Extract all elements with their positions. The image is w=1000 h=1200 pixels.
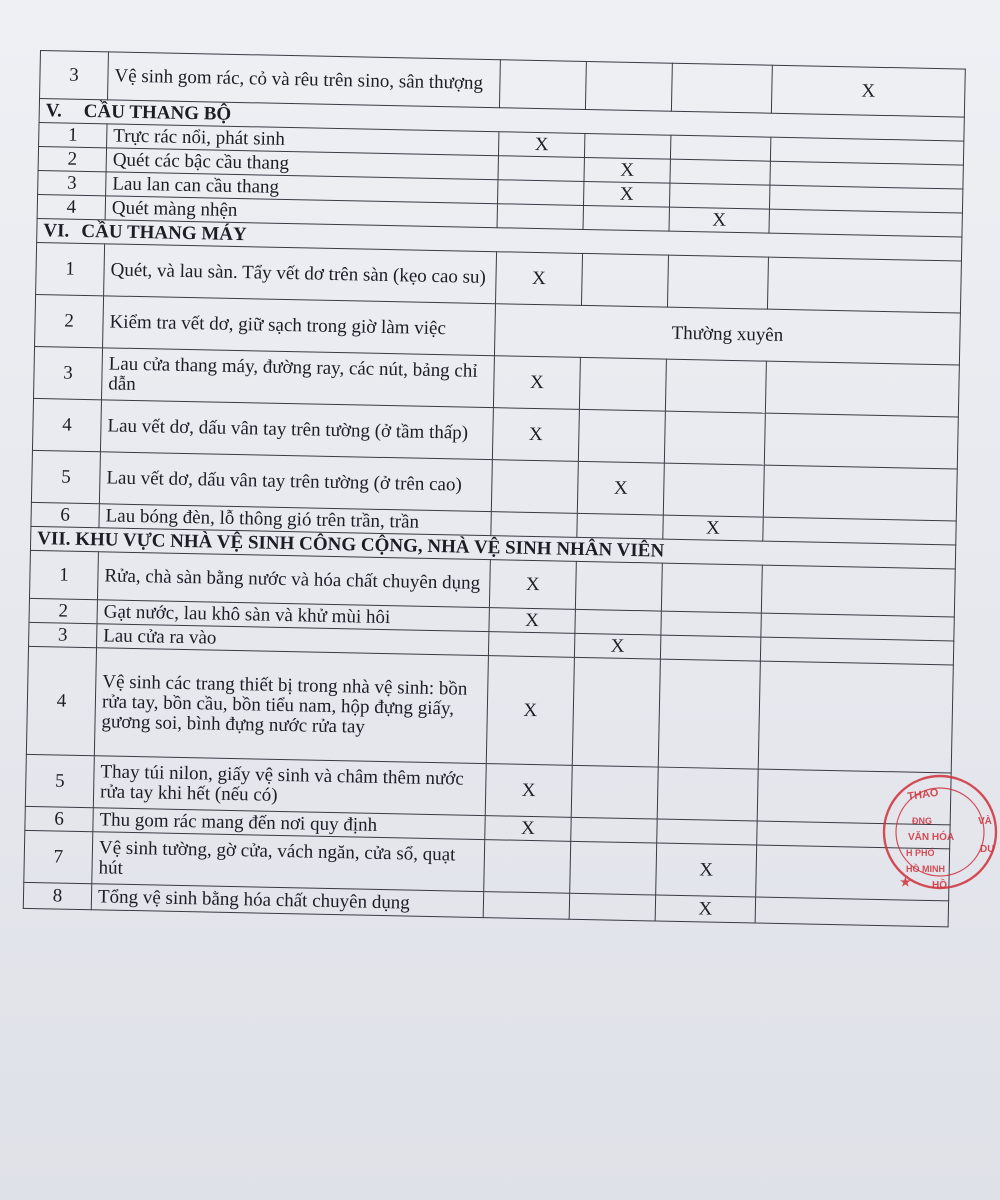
section-roman-numeral: V.: [45, 99, 63, 121]
svg-text:THAO: THAO: [906, 786, 940, 803]
frequency-mark-cell: X: [492, 408, 579, 462]
task-number: 6: [25, 806, 93, 831]
frequency-mark-cell: [763, 465, 957, 521]
task-description: Vệ sinh tường, gờ cửa, vách ngăn, cửa sổ, quạt hút: [92, 832, 485, 892]
svg-text:VÀ: VÀ: [978, 816, 992, 827]
frequency-mark-cell: [488, 632, 574, 658]
frequency-mark-cell: X: [489, 560, 576, 610]
frequency-mark-cell: X: [655, 895, 756, 923]
frequency-mark-cell: X: [584, 157, 670, 183]
svg-text:★: ★: [900, 875, 911, 889]
task-description: Gạt nước, lau khô sàn và khử mùi hôi: [97, 600, 489, 632]
frequency-mark-cell: [660, 635, 760, 661]
frequency-mark-cell: X: [656, 843, 757, 897]
section-title: CẦU THANG BỘ: [83, 100, 232, 125]
task-number: 3: [40, 51, 109, 100]
task-description: Vệ sinh gom rác, cỏ và rêu trên sino, sân thượng: [108, 52, 501, 108]
frequency-mark-cell: [585, 61, 672, 111]
frequency-mark-cell: X: [771, 65, 965, 117]
frequency-mark-cell: X: [663, 515, 763, 541]
frequency-mark-cell: X: [485, 764, 572, 818]
task-number: 6: [31, 502, 99, 527]
task-description: Thay túi nilon, giấy vệ sinh và châm thêm nước rửa tay khi hết (nếu có): [93, 756, 486, 816]
frequency-mark-cell: [575, 609, 661, 635]
section-title: CẦU THANG MÁY: [81, 220, 247, 245]
frequency-mark-cell: [575, 561, 662, 611]
frequency-mark-cell: [577, 513, 663, 539]
section-roman-numeral: VI.: [43, 219, 70, 242]
task-number: 1: [39, 122, 107, 147]
task-number: 4: [32, 398, 101, 451]
frequency-mark-cell: X: [496, 252, 583, 306]
frequency-mark-cell: X: [485, 816, 571, 842]
frequency-mark-cell: [498, 180, 584, 206]
svg-text:ĐNG: ĐNG: [912, 816, 932, 826]
task-number: 3: [38, 170, 106, 195]
frequency-mark-cell: X: [493, 356, 580, 410]
task-number: 5: [31, 450, 100, 503]
official-seal-stamp: [880, 772, 1000, 892]
frequency-mark-cell: [671, 63, 772, 113]
frequency-mark-cell: [758, 661, 953, 773]
frequency-mark-cell: X: [583, 181, 669, 207]
frequency-mark-cell: [658, 659, 760, 769]
task-description: Lau cửa thang máy, đường ray, các nút, bảng chỉ dẫn: [101, 348, 494, 408]
frequency-mark-cell: X: [489, 608, 575, 634]
task-number: 3: [34, 346, 103, 399]
frequency-mark-cell: [569, 893, 656, 921]
task-number: 1: [36, 242, 105, 295]
task-number: 2: [35, 294, 104, 347]
frequency-mark-cell: [491, 460, 578, 514]
frequency-mark-cell: [584, 133, 670, 159]
task-description: Vệ sinh các trang thiết bị trong nhà vệ sinh: bồn rửa tay, bồn cầu, bồn tiểu nam, hộp đựng giấy, gương soi, bình đựng nước rửa tay: [94, 648, 488, 764]
frequency-mark-cell: [483, 892, 570, 920]
task-number: 1: [29, 550, 98, 599]
frequency-mark-cell: [669, 183, 769, 209]
task-number: 4: [26, 646, 96, 755]
frequency-mark-cell: [764, 413, 958, 469]
frequency-mark-cell: [755, 897, 948, 927]
svg-text:HỒ: HỒ: [932, 880, 947, 891]
frequency-mark-cell: [484, 840, 571, 894]
frequency-mark-cell: [767, 257, 961, 313]
frequency-mark-cell: [667, 255, 768, 309]
frequency-mark-cell: [498, 156, 584, 182]
task-row: [26, 646, 953, 773]
svg-text:H PHỐ: H PHỐ: [906, 848, 935, 858]
frequency-mark-cell: [491, 512, 577, 538]
task-description: Thu gom rác mang đến nơi quy định: [93, 808, 485, 840]
task-number: 4: [37, 194, 105, 219]
frequency-mark-cell: [657, 767, 758, 821]
svg-text:VĂN HÓA: VĂN HÓA: [908, 832, 955, 843]
task-description: Trực rác nổi, phát sinh: [107, 124, 499, 156]
frequency-mark-cell: [497, 204, 583, 230]
frequency-mark-cell: [578, 409, 665, 463]
frequency-mark-cell: [663, 463, 764, 517]
frequency-mark-cell: [657, 819, 757, 845]
task-number: 5: [25, 754, 94, 807]
frequency-mark-cell: [571, 817, 657, 843]
frequency-mark-cell: [670, 135, 770, 161]
frequency-mark-cell: [761, 565, 955, 617]
cleaning-schedule-table: [23, 50, 966, 927]
svg-text:HỒ MINH: HỒ MINH: [906, 864, 945, 874]
document-page: [23, 50, 965, 927]
frequency-mark-cell: [664, 411, 765, 465]
frequency-mark-cell: [661, 611, 761, 637]
frequency-mark-cell: X: [577, 461, 664, 515]
frequency-note: Thường xuyên: [494, 304, 960, 365]
task-number: 8: [23, 882, 92, 909]
task-description: Quét các bậc cầu thang: [106, 148, 498, 180]
task-number: 2: [29, 598, 97, 623]
frequency-mark-cell: X: [486, 656, 574, 766]
frequency-mark-cell: X: [669, 207, 769, 233]
frequency-mark-cell: [579, 357, 666, 411]
task-description: Lau bóng đèn, lỗ thông gió trên trần, trần: [99, 504, 491, 536]
frequency-mark-cell: [571, 765, 658, 819]
task-description: Lau vết dơ, dấu vân tay trên tường (ở tầm thấp): [100, 400, 493, 460]
task-number: 7: [24, 830, 93, 883]
frequency-mark-cell: [583, 205, 669, 231]
frequency-mark-cell: X: [574, 633, 660, 659]
task-description: Kiểm tra vết dơ, giữ sạch trong giờ làm việc: [103, 296, 496, 356]
task-description: Quét màng nhện: [105, 196, 497, 228]
frequency-mark-cell: [670, 159, 770, 185]
frequency-mark-cell: [581, 253, 668, 307]
task-number: 3: [29, 622, 97, 647]
svg-text:DU: DU: [980, 844, 995, 855]
frequency-mark-cell: [661, 563, 762, 613]
frequency-mark-cell: X: [498, 132, 584, 158]
frequency-mark-cell: [572, 657, 660, 767]
task-description: Lau lan can cầu thang: [106, 172, 498, 204]
frequency-mark-cell: [765, 361, 959, 417]
task-number: 2: [38, 146, 106, 171]
section-roman-numeral: VII.: [36, 527, 71, 550]
frequency-mark-cell: [570, 841, 657, 895]
task-description: Lau vết dơ, dấu vân tay trên tường (ở trên cao): [99, 452, 492, 512]
task-description: Rửa, chà sàn bằng nước và hóa chất chuyên dụng: [97, 552, 490, 608]
task-description: Tổng vệ sinh bằng hóa chất chuyên dụng: [91, 884, 483, 918]
frequency-mark-cell: [665, 359, 766, 413]
task-description: Lau cửa ra vào: [97, 624, 489, 656]
frequency-mark-cell: [499, 60, 586, 110]
section-title: KHU VỰC NHÀ VỆ SINH CÔNG CỘNG, NHÀ VỆ SINH NHÂN VIÊN: [74, 528, 665, 562]
task-description: Quét, và lau sàn. Tẩy vết dơ trên sàn (kẹo cao su): [104, 244, 497, 304]
